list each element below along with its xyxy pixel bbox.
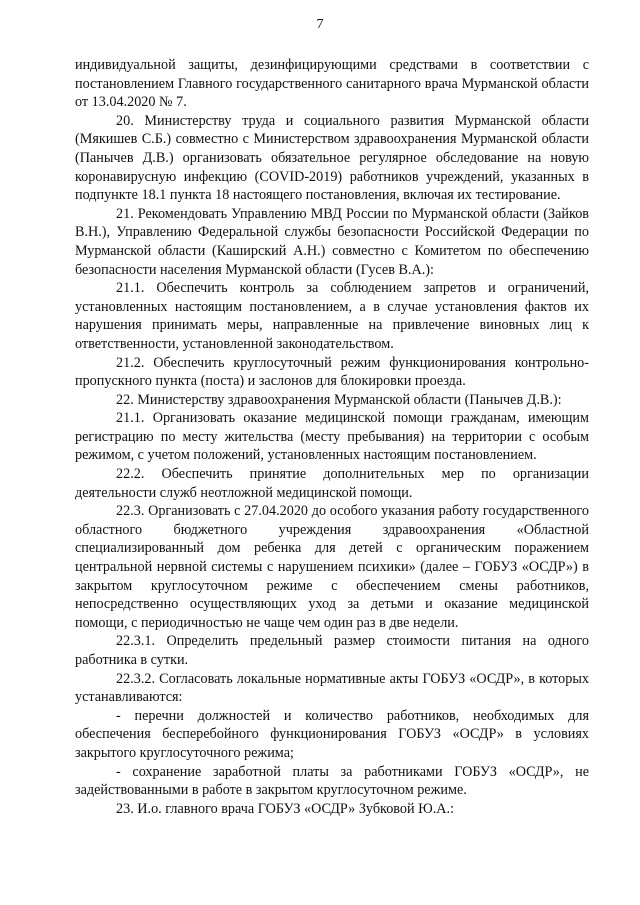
- paragraph: - сохранение заработной платы за работниками ГОБУЗ «ОСДР», не задействованными в работе в закрытом круглосуточном режиме.: [75, 763, 589, 799]
- document-body: [75, 56, 589, 818]
- paragraph: 20. Министерству труда и социального развития Мурманской области (Мякишев С.Б.) совместно с Министерством здравоохранения Мурманской области (Панычев Д.В.) организовать обязательное регулярное обследование на новую коронавирусную инфекцию (COVID-2019) работников учреждений, указанных в подпункте 18.1 пункта 18 настоящего постановления, включая их тестирование.: [75, 112, 589, 204]
- paragraph: 22.2. Обеспечить принятие дополнительных мер по организации деятельности служб неотложной медицинской помощи.: [75, 466, 589, 501]
- paragraph: 21.2. Обеспечить круглосуточный режим функционирования контрольно-пропускного пункта (поста) и заслонов для блокировки проезда.: [75, 354, 589, 390]
- paragraph: 22.3.1. Определить предельный размер стоимости питания на одного работника в сутки.: [75, 633, 589, 668]
- paragraph: 23. И.о. главного врача ГОБУЗ «ОСДР» Зубковой Ю.А.:: [116, 800, 455, 817]
- paragraph: 21. Рекомендовать Управлению МВД России по Мурманской области (Зайков В.Н.), Управлению Федеральной службы безопасности Российской Федерации по Мурманской области (Каширский А.Н.) совместно с Комитетом по обеспечению безопасности населения Мурманской области (Гусев В.А.):: [75, 205, 589, 278]
- paragraph: - перечни должностей и количество работников, необходимых для обеспечения бесперебойного функционирования ГОБУЗ «ОСДР» в условиях закрытого круглосуточного режима;: [75, 707, 589, 761]
- paragraph: 22.3. Организовать с 27.04.2020 до особого указания работу государственного областного бюджетного учреждения здравоохранения «Областной специализированный дом ребенка для детей с органическим поражением центральной нервной системы с нарушением психики» (далее – ГОБУЗ «ОСДР») в закрытом круглосуточном режиме с обеспечением смены работников, непосредственно осуществляющих уход за детьми и оказание медицинской помощи, с периодичностью не чаще чем один раз в две недели.: [75, 503, 589, 631]
- paragraph: 21.1. Обеспечить контроль за соблюдением запретов и ограничений, установленных настоящим постановлением, а в случае установления фактов их нарушения принимать меры, направленные на привлечение виновных лиц к ответственности, установленной законодательством.: [75, 280, 589, 352]
- paragraph: 22. Министерству здравоохранения Мурманской области (Панычев Д.В.):: [116, 391, 562, 408]
- paragraph: индивидуальной защиты, дезинфицирующими средствами в соответствии с постановлением Главного государственного санитарного врача Мурманской области от 13.04.2020 № 7.: [75, 57, 589, 111]
- paragraph: 21.1. Организовать оказание медицинской помощи гражданам, имеющим регистрацию по месту жительства (месту пребывания) на территории с особым режимом, с учетом положений, установленных настоящим постановлением.: [75, 410, 589, 464]
- paragraph: 22.3.2. Согласовать локальные нормативные акты ГОБУЗ «ОСДР», в которых устанавливаются:: [75, 670, 589, 706]
- page-number: 7: [316, 17, 324, 32]
